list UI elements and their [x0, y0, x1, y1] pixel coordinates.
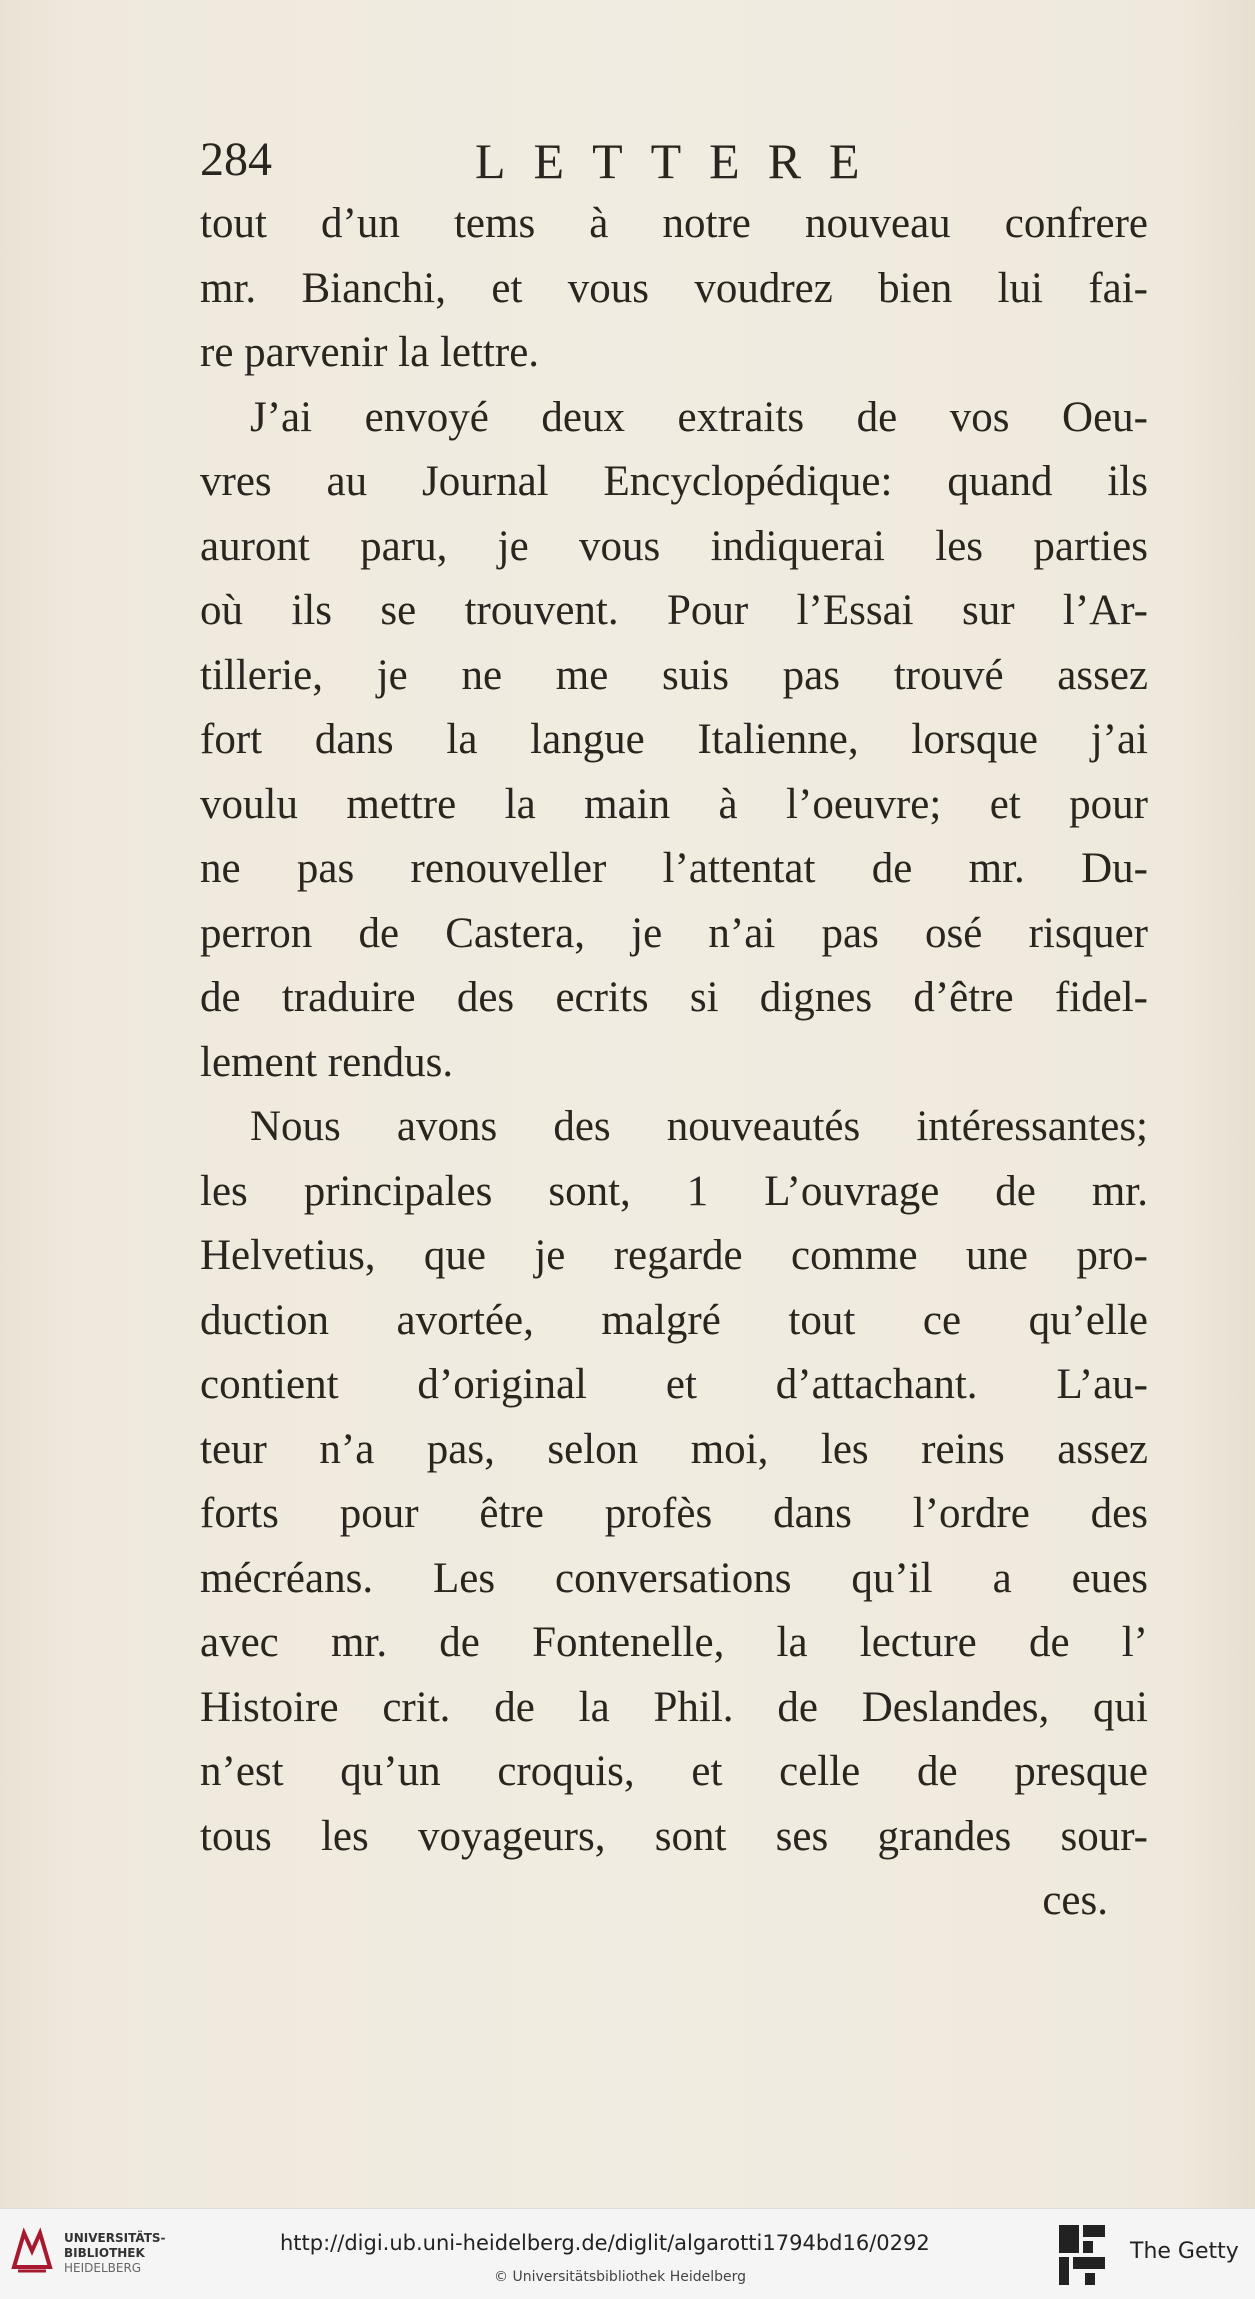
text-line: lement rendus. — [200, 1038, 454, 1086]
text-line: tout d’un tems à notre nouveau confrere — [200, 200, 1148, 247]
catchword: ces. — [1042, 1877, 1108, 1924]
getty-label: The Getty — [1130, 2239, 1239, 2264]
library-line: HEIDELBERG — [64, 2261, 142, 2275]
library-name — [64, 2231, 166, 2276]
text-line: J’ai envoyé deux extraits de vos Oeu- — [250, 393, 1148, 441]
heidelberg-seal-icon — [10, 2227, 54, 2275]
text-line: teur n’a pas, selon moi, les reins assez — [200, 1425, 1148, 1473]
footer-bar — [0, 2208, 1255, 2299]
getty-logo-icon — [1057, 2223, 1107, 2287]
text-line: contient d’original et d’attachant. L’au- — [200, 1361, 1148, 1408]
text-line: Nous avons des nouveautés intéressantes; — [250, 1103, 1148, 1150]
library-line: UNIVERSITÄTS- — [64, 2231, 166, 2245]
text-line: duction avortée, malgré tout ce qu’elle — [200, 1296, 1148, 1344]
text-line: n’est qu’un croquis, et celle de presque — [200, 1748, 1148, 1795]
page-number: 284 — [200, 133, 272, 186]
text-line: Histoire crit. de la Phil. de Deslandes, qui — [200, 1683, 1148, 1731]
page-header — [200, 132, 1100, 192]
body-text — [200, 192, 1148, 1934]
text-line: Helvetius, que je regarde comme une pro- — [200, 1232, 1148, 1279]
text-line: où ils se trouvent. Pour l’Essai sur l’Ar- — [200, 587, 1148, 634]
text-line: auront paru, je vous indiquerai les parties — [200, 522, 1148, 570]
text-line: avec mr. de Fontenelle, la lecture de l’ — [200, 1619, 1148, 1666]
text-line: mécréans. Les conversations qu’il a eues — [200, 1554, 1148, 1602]
text-line: voulu mettre la main à l’oeuvre; et pour — [200, 780, 1148, 828]
text-line: ne pas renouveller l’attentat de mr. Du- — [200, 845, 1148, 892]
text-line: perron de Castera, je n’ai pas osé risquer — [200, 909, 1148, 957]
running-head: LETTERE — [475, 133, 888, 189]
text-line: mr. Bianchi, et vous voudrez bien lui fai- — [200, 264, 1148, 312]
text-line: de traduire des ecrits si dignes d’être fidel- — [200, 974, 1148, 1021]
text-line: les principales sont, 1 L’ouvrage de mr. — [200, 1167, 1148, 1215]
permalink[interactable]: http://digi.ub.uni-heidelberg.de/diglit/algarotti1794bd16/0292 — [280, 2231, 930, 2255]
text-line: vres au Journal Encyclopédique: quand ils — [200, 458, 1148, 505]
copyright-notice: © Universitätsbibliothek Heidelberg — [494, 2269, 747, 2285]
text-line: tillerie, je ne me suis pas trouvé assez — [200, 651, 1148, 699]
text-line: re parvenir la lettre. — [200, 329, 540, 376]
library-line: BIBLIOTHEK — [64, 2246, 145, 2260]
text-line: fort dans la langue Italienne, lorsque j’ai — [200, 716, 1148, 763]
text-line: tous les voyageurs, sont ses grandes sour- — [200, 1812, 1148, 1860]
text-line: forts pour être profès dans l’ordre des — [200, 1490, 1148, 1537]
